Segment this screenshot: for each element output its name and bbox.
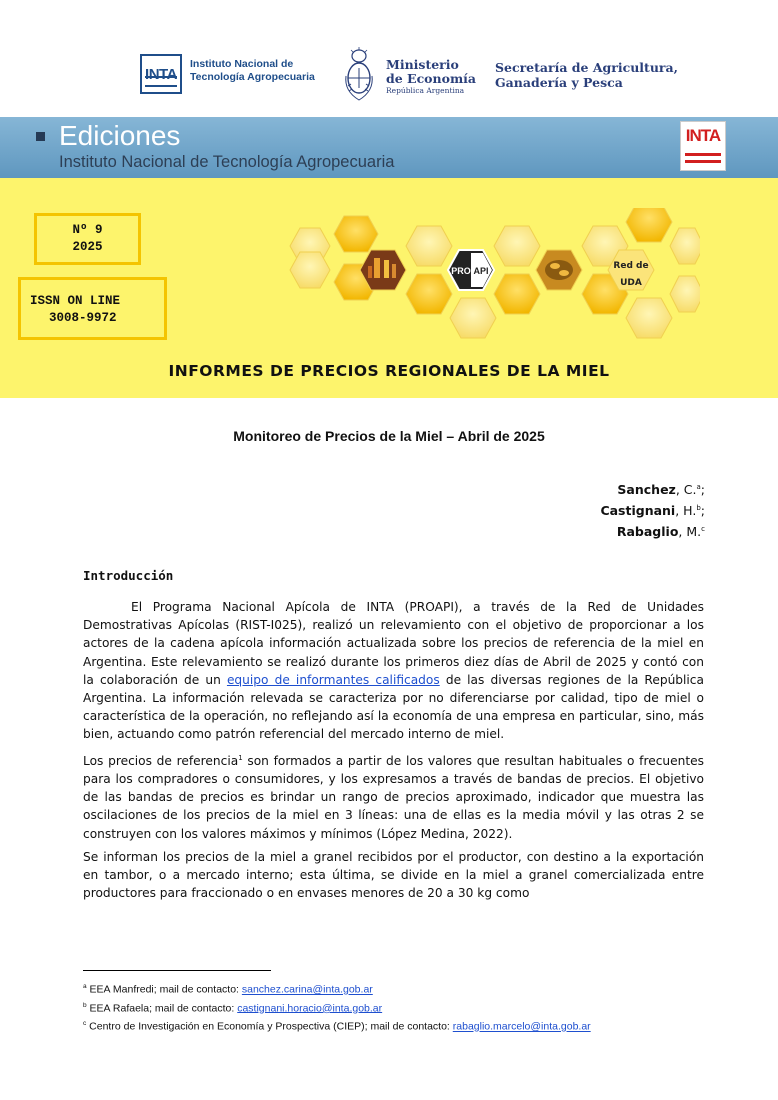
footnote <box>83 979 591 998</box>
author-line <box>600 478 705 499</box>
author-line <box>600 520 705 541</box>
inta-red-logo-text: INTA <box>685 126 721 145</box>
honeycomb-graphic <box>280 208 700 348</box>
author-line <box>600 499 705 520</box>
author-tail: ; <box>700 503 705 519</box>
secretaria-line1: Secretaría de Agricultura, <box>495 60 678 75</box>
author-mark: b <box>696 504 701 513</box>
issn-label: ISSN ON LINE <box>30 294 121 308</box>
author-surname: Castignani <box>600 503 676 519</box>
author-mark: c <box>701 525 705 534</box>
ministry-line2: de Economía <box>386 71 477 86</box>
intro-paragraph-2 <box>83 749 704 843</box>
ministry-line1: Ministerio <box>386 57 459 72</box>
author-tail: ; <box>700 482 705 498</box>
honeycomb-photo-bees <box>536 250 582 290</box>
inta-logo-bars <box>145 76 177 87</box>
footnote-text: Centro de Investigación en Economía y Prospectiva (CIEP); mail de contacto: <box>86 1020 453 1033</box>
proapi-logo <box>448 250 494 290</box>
inta-name <box>190 58 315 84</box>
footnote-mark: c <box>83 1020 87 1027</box>
footnote-text: EEA Manfredi; mail de contacto: <box>86 983 242 996</box>
proapi-logo-right: API <box>473 266 489 276</box>
issn-value: 3008-9972 <box>49 311 117 325</box>
footnote-text: EEA Rafaela; mail de contacto: <box>86 1002 238 1014</box>
issue-year: 2025 <box>72 240 103 254</box>
red-label-line2: UDA <box>620 278 642 288</box>
inta-red-logo-bar <box>685 153 721 156</box>
inta-name-line2: Tecnología Agropecuaria <box>190 71 315 83</box>
author-list <box>600 478 705 541</box>
proapi-logo-left: PRO <box>451 266 471 276</box>
ministry-name <box>386 58 476 96</box>
paragraph-text: son formados a partir de los valores que resultan habituales o frecuentes para los compradores o consumidores, y los expresamos a través de bandas de precios. El objetivo de las bandas de precios es brindar un rango de precios aproximado, indicador que muestra las oscilaciones de los precios de la miel en 3 líneas: una de ellas es la media móvil y las otras 2 se construyen con los valores máximos y mínimos (López Medina, 2022). <box>83 753 704 841</box>
footnote-ref: 1 <box>238 753 243 762</box>
document-subtitle: Monitoreo de Precios de la Miel – Abril de 2025 <box>233 428 545 444</box>
issue-number: Nº 9 <box>72 223 103 237</box>
inta-logo <box>140 54 182 94</box>
paragraph-text: El Programa Nacional Apícola de INTA (PROAPI), a través de la Red de Unidades Demostrativas Apícolas (RIST-I025), realizó un relevamiento con el objetivo de proporcionar a los actores de la cadena apícola información actualizada sobre los precios de referencia de la miel en Argentina. Este relevamiento se realizó durante los primeros diez días de Abril de 2025 y contó con la colaboración de un <box>83 600 704 687</box>
author-surname: Rabaglio <box>616 524 679 540</box>
issue-number-box <box>34 213 141 265</box>
paragraph-text: Los precios de referencia <box>83 753 239 768</box>
inta-red-logo-bar <box>685 160 721 163</box>
intro-paragraph-3: Se informan los precios de la miel a granel recibidos por el productor, con destino a la exportación en tambor, o a mercado interno; esta última, se divide en la miel a granel comercializada entre productores para fraccionado o en envases menores de 20 a 30 kg como <box>83 849 704 901</box>
author-surname: Sanchez <box>617 482 676 498</box>
footnotes <box>83 979 591 1035</box>
report-title: INFORMES DE PRECIOS REGIONALES DE LA MIEL <box>168 362 610 380</box>
inta-name-line1: Instituto Nacional de <box>190 58 294 70</box>
author-initial: , M. <box>678 524 702 540</box>
author-initial: , C. <box>675 482 697 498</box>
ministry-line3: República Argentina <box>386 86 465 95</box>
author-initial: , H. <box>675 503 697 519</box>
footnote-email-link[interactable]: sanchez.carina@inta.gob.ar <box>241 983 373 996</box>
author-mark: a <box>696 483 701 491</box>
secretaria-line2: Ganadería y Pesca <box>495 75 623 90</box>
secretaria-name <box>495 60 678 90</box>
paragraph-text: de las diversas regiones de la República Argentina. La información relevada se caracteriza por no diferenciarse por calidad, tipo de miel o característica de la operación, no reflejando así la economía de una empresa en particular, sino, más bien, actuando como patrón referencial del mercado interno de miel. <box>83 672 704 742</box>
national-emblem-icon <box>343 46 375 104</box>
inta-logo-text: INTA <box>145 65 177 83</box>
footnote-mark: a <box>83 983 87 990</box>
footnote <box>83 1016 591 1035</box>
band-subtitle: Instituto Nacional de Tecnología Agropecuaria <box>59 153 395 171</box>
informantes-link[interactable]: equipo de informantes calificados <box>226 672 440 687</box>
issn-box <box>18 277 167 340</box>
footnote-email-link[interactable]: rabaglio.marcelo@inta.gob.ar <box>452 1020 591 1033</box>
footnote-mark: b <box>83 1001 87 1009</box>
intro-body <box>83 598 704 907</box>
footnote <box>83 998 591 1017</box>
intro-paragraph-1 <box>83 598 704 744</box>
intro-heading: Introducción <box>83 568 174 583</box>
band-title: Ediciones <box>59 120 181 151</box>
square-bullet-icon <box>36 132 45 141</box>
red-label-line1: Red de <box>613 261 649 271</box>
footnote-email-link[interactable]: castignani.horacio@inta.gob.ar <box>237 1002 383 1014</box>
footnote-divider <box>83 970 271 971</box>
ediciones-band <box>0 117 778 178</box>
inta-red-logo <box>680 121 726 171</box>
